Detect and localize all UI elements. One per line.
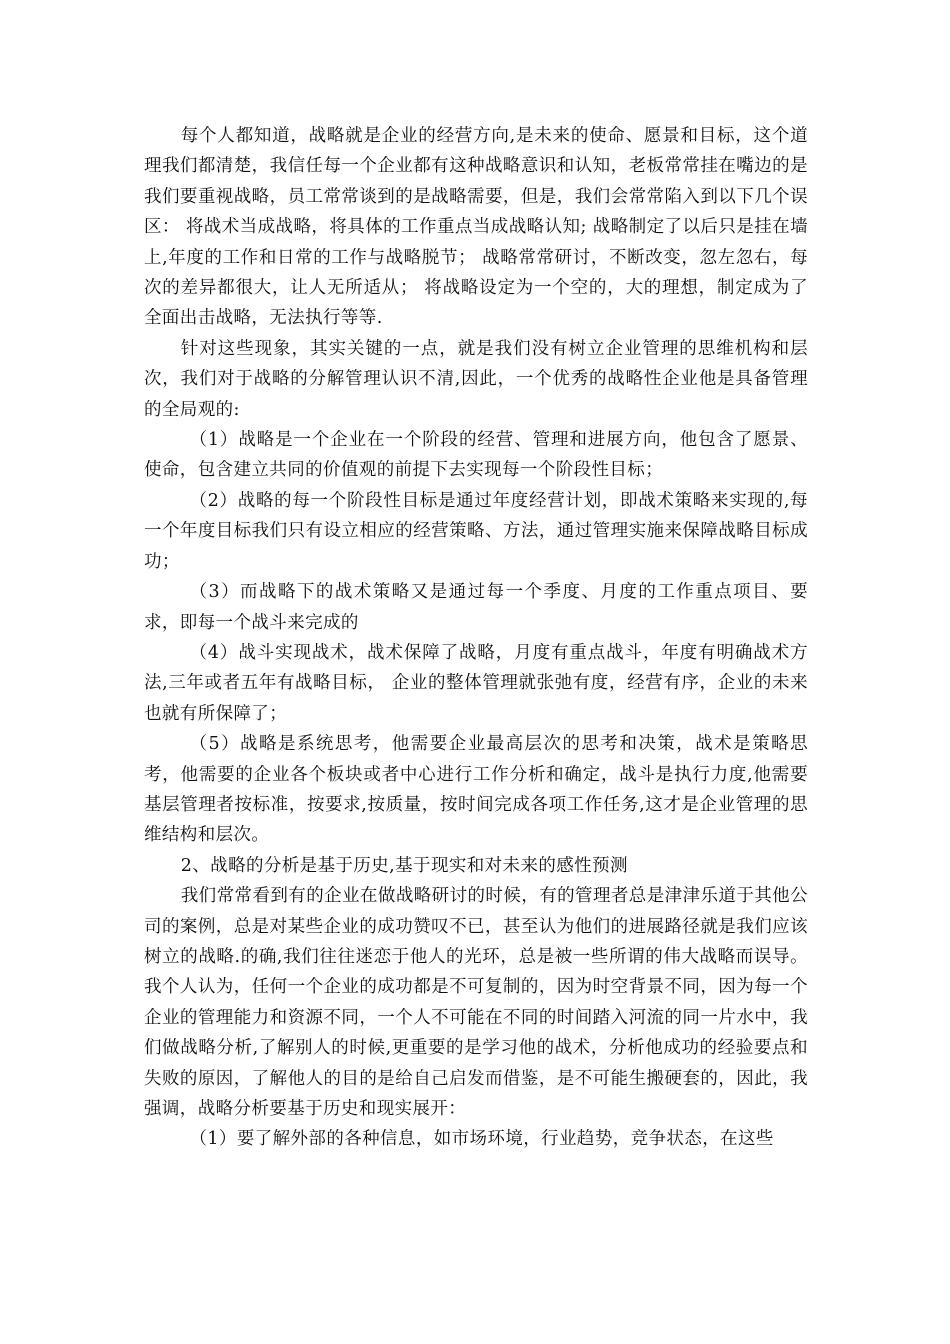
list-item-4: （4）战斗实现战术，战术保障了战略，月度有重点战斗，年度有明确战术方法,三年或者五年有战略目标， 企业的整体管理就张弛有度，经营有序，企业的未来也就有所保障了； bbox=[144, 642, 808, 724]
paragraph-strategy-misconceptions: 每个人都知道，战略就是企业的经营方向,是未来的使命、愿景和目标，这个道理我们都清楚，我信任每一个企业都有这种战略意识和认知，老板常常挂在嘴边的是我们要重视战略，员工常常谈到的是战略需要，但是，我们会常常陷入到以下几个误区： 将战术当成战略，将具体的工作重点当成战略认知; 战略制定了以后只是挂在墙上,年度的工作和日常的工作与战略脱节； 战略常常研讨，不断改变，忽左忽右，每次的差异都很大，让人无所适从； 将战略设定为一个空的，大的理想，制定成为了全面出击战略，无法执行等等. bbox=[144, 126, 808, 329]
list-item-1: （1）战略是一个企业在一个阶段的经营、管理和进展方向，他包含了愿景、使命，包含建立共同的价值观的前提下去实现每一个阶段性目标； bbox=[144, 430, 808, 481]
list-item-3: （3）而战略下的战术策略又是通过每一个季度、月度的工作重点项目、要求，即每一个战斗来完成的 bbox=[144, 582, 808, 633]
list-item-2: （2）战略的每一个阶段性目标是通过年度经营计划，即战术策略来实现的,每一个年度目标我们只有设立相应的经营策略、方法，通过管理实施来保障战略目标成功； bbox=[144, 490, 808, 572]
section-heading-2: 2、战略的分析是基于历史,基于现实和对未来的感性预测 bbox=[180, 855, 628, 876]
paragraph-strategy-analysis: 我们常常看到有的企业在做战略研讨的时候，有的管理者总是津津乐道于其他公司的案例，总是对某些企业的成功赞叹不已，甚至认为他们的进展路径就是我们应该树立的战略.的确,我们往往迷恋于他人的光环，总是被一些所谓的伟大战略而误导。我个人认为，任何一个企业的成功都是不可复制的，因为时空背景不同，因为每一个企业的管理能力和资源不同，一个人不可能在不同的时间踏入河流的同一片水中，我们做战略分析,了解别人的时候,更重要的是学习他的战术，分析他成功的经验要点和失败的原因，了解他人的目的是给自己启发而借鉴，是不可能生搬硬套的，因此，我强调，战略分析要基于历史和现实展开： bbox=[144, 886, 808, 1119]
document-page bbox=[144, 121, 808, 1155]
list-item-5: （5）战略是系统思考，他需要企业最高层次的思考和决策，战术是策略思考，他需要的企业各个板块或者中心进行工作分析和确定，战斗是执行力度,他需要基层管理者按标准，按要求,按质量，按时间完成各项工作任务,这才是企业管理的思维结构和层次。 bbox=[144, 734, 808, 846]
paragraph-management-overview: 针对这些现象，其实关键的一点，就是我们没有树立企业管理的思维机构和层次，我们对于战略的分解管理认识不清,因此，一个优秀的战略性企业他是具备管理的全局观的: bbox=[144, 338, 808, 420]
list-item-analysis-1: （1）要了解外部的各种信息，如市场环境，行业趋势，竞争状态，在这些 bbox=[189, 1129, 774, 1150]
